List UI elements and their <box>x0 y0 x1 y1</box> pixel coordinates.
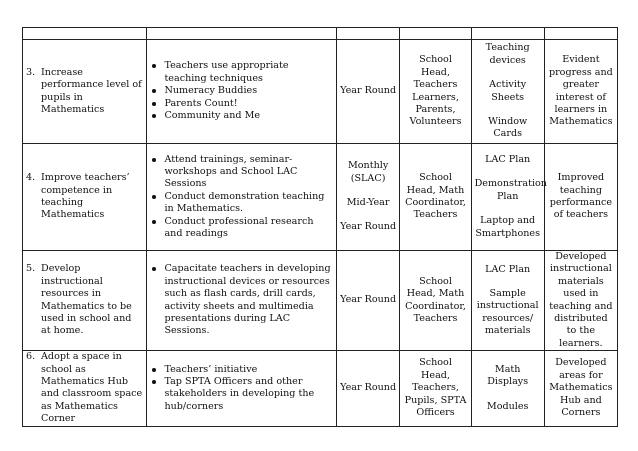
strategy-item: Teachers use appropriate teaching techniques <box>164 60 332 85</box>
objective-text: Adopt a space in school as Mathematics Hub and classroom space as Mathematics Corner <box>41 351 143 425</box>
resource-item: Activity Sheets <box>489 79 527 103</box>
objective-text: Improve teachers’ competence in teaching Mathematics <box>41 172 130 221</box>
header-cell <box>23 28 147 40</box>
resources-cell <box>471 351 544 426</box>
strategy-item: Conduct demonstration teaching in Mathematics. <box>164 191 332 216</box>
resource-item: Demonstration Plan <box>474 178 547 202</box>
action-plan-table <box>22 27 618 427</box>
strategy-item: Conduct professional research and readings <box>164 216 332 241</box>
header-cell <box>147 28 336 40</box>
indicator-cell <box>544 40 617 144</box>
indicator-cell <box>544 251 617 351</box>
indicator-text: Developed areas for Mathematics Hub and Corners <box>549 357 613 419</box>
indicator-cell <box>544 351 617 426</box>
strategies-cell <box>147 144 336 251</box>
persons-text: School Head, Teachers Learners, Parents, Volunteers <box>409 54 462 128</box>
persons-cell <box>400 251 471 351</box>
objective-number: 4. <box>26 172 36 184</box>
action-plan-page <box>22 27 618 427</box>
objective-cell <box>23 144 147 251</box>
objective-number: 5. <box>26 263 36 275</box>
strategy-item: Attend trainings, seminar-workshops and School LAC Sessions <box>164 154 332 191</box>
indicator-text: Improved teaching performance of teachers <box>549 172 613 221</box>
time-frame-text: Year Round <box>340 221 397 233</box>
time-frame-text: Year Round <box>340 382 397 394</box>
resource-item: Modules <box>486 400 529 412</box>
strategy-item: Teachers’ initiative <box>164 364 332 376</box>
resource-item: LAC Plan <box>485 153 531 165</box>
strategy-item: Capacitate teachers in developing instructional devices or resources such as flash cards, drill cards, activity sheets and multimedia presentations during LAC Sessions. <box>164 263 332 337</box>
persons-cell <box>400 144 471 251</box>
persons-text: School Head, Math Coordinator, Teachers <box>405 275 466 325</box>
resource-item: Window Cards <box>488 115 528 140</box>
objective-text: Develop instructional resources in Mathematics to be used in school and at home. <box>41 263 132 337</box>
resource-item: Teaching devices <box>485 42 530 66</box>
strategy-item: Numeracy Buddies <box>164 85 332 97</box>
header-cell <box>400 28 471 40</box>
header-cell <box>544 28 617 40</box>
strategies-cell <box>147 251 336 351</box>
time-frame-cell <box>336 144 400 251</box>
header-cell <box>336 28 400 40</box>
resource-item: Math Displays <box>487 363 529 388</box>
strategy-item: Tap SPTA Officers and other stakeholders in developing the hub/corners <box>164 376 332 413</box>
time-frame-text: Mid-Year <box>346 197 390 208</box>
table-row <box>23 144 618 251</box>
resource-item: LAC Plan <box>485 263 531 275</box>
time-frame-cell <box>336 251 400 351</box>
persons-text: School Head, Math Coordinator, Teachers <box>405 172 466 221</box>
time-frame-cell <box>336 351 400 426</box>
persons-cell <box>400 351 471 426</box>
table-row <box>23 351 618 426</box>
time-frame-text: Monthly (SLAC) <box>347 160 389 184</box>
persons-cell <box>400 40 471 144</box>
resource-item: Sample instructional resources/ materials <box>476 288 539 337</box>
indicator-text: Evident progress and greater interest of learners in Mathematics <box>548 54 613 128</box>
resources-cell <box>471 144 547 251</box>
objective-cell <box>23 40 147 144</box>
table-row <box>23 251 618 351</box>
indicator-cell <box>544 144 617 251</box>
time-frame-text: Year Round <box>340 85 397 97</box>
resources-cell <box>471 40 544 144</box>
table-header-row <box>23 28 618 40</box>
strategy-item: Parents Count! <box>164 98 332 110</box>
objective-number: 6. <box>26 351 36 363</box>
table-row <box>23 40 618 144</box>
resource-item: Laptop and Smartphones <box>475 215 541 239</box>
strategies-cell <box>147 40 336 144</box>
objective-number: 3. <box>26 66 36 78</box>
objective-cell <box>23 251 147 351</box>
strategy-item: Community and Me <box>164 110 332 122</box>
objective-cell <box>23 351 147 426</box>
strategies-cell <box>147 351 336 426</box>
header-cell <box>471 28 544 40</box>
time-frame-cell <box>336 40 400 144</box>
resources-cell <box>471 251 544 351</box>
indicator-text: Developed instructional materials used in teaching and distributed to the learners. <box>549 251 613 349</box>
persons-text: School Head, Teachers, Pupils, SPTA Officers <box>404 357 467 419</box>
objective-text: Increase performance level of pupils in Mathematics <box>41 66 142 115</box>
time-frame-text: Year Round <box>340 294 397 306</box>
